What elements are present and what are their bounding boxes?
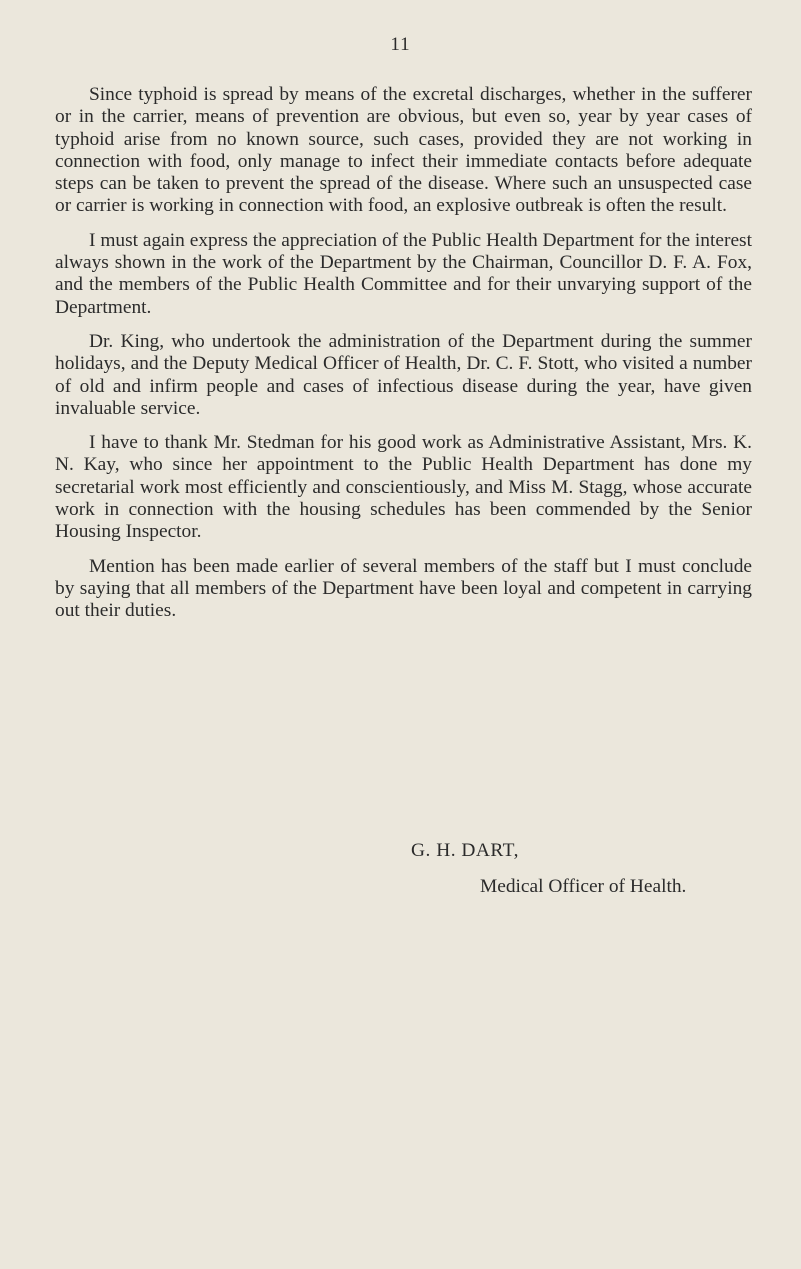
paragraph-typhoid: Since typhoid is spread by means of the excretal discharges, whether in the sufferer or in the carrier, means of prevention are obvious, but even so, year by year cases of typhoid arise from no known source, such cases, provided they are not working in connection with food, only manage to infect their immediate contacts before adequate steps can be taken to prevent the spread of the disease. Where such an unsuspected case or carrier is working in connection with food, an explosive outbreak is often the result. xyxy=(55,84,752,217)
body-text xyxy=(55,84,752,635)
paragraph-dr-king: Dr. King, who undertook the administration of the Department during the summer holidays, and the Deputy Medical Officer of Health, Dr. C. F. Stott, who visited a number of old and infirm people and cases of infectious disease during the year, have given invaluable service. xyxy=(55,330,752,419)
signatory-title: Medical Officer of Health. xyxy=(480,876,687,897)
paragraph-appreciation: I must again express the appreciation of the Public Health Department for the interest always shown in the work of the Department by the Chairman, Councillor D. F. A. Fox, and the members of the Public Health Committee and for their unvarying support of the Department. xyxy=(55,229,752,318)
paragraph-conclusion: Mention has been made earlier of several members of the staff but I must conclude by saying that all members of the Department have been loyal and competent in carrying out their duties. xyxy=(55,555,752,622)
signatory-name: G. H. DART, xyxy=(411,840,519,861)
paragraph-staff-thanks: I have to thank Mr. Stedman for his good work as Administrative Assistant, Mrs. K. N. Kay, who since her appointment to the Public Health Department has done my secretarial work most efficiently and conscientiously, and Miss M. Stagg, whose accurate work in connection with the housing schedules has been commended by the Senior Housing Inspector. xyxy=(55,432,752,543)
page-number: 11 xyxy=(390,34,411,55)
